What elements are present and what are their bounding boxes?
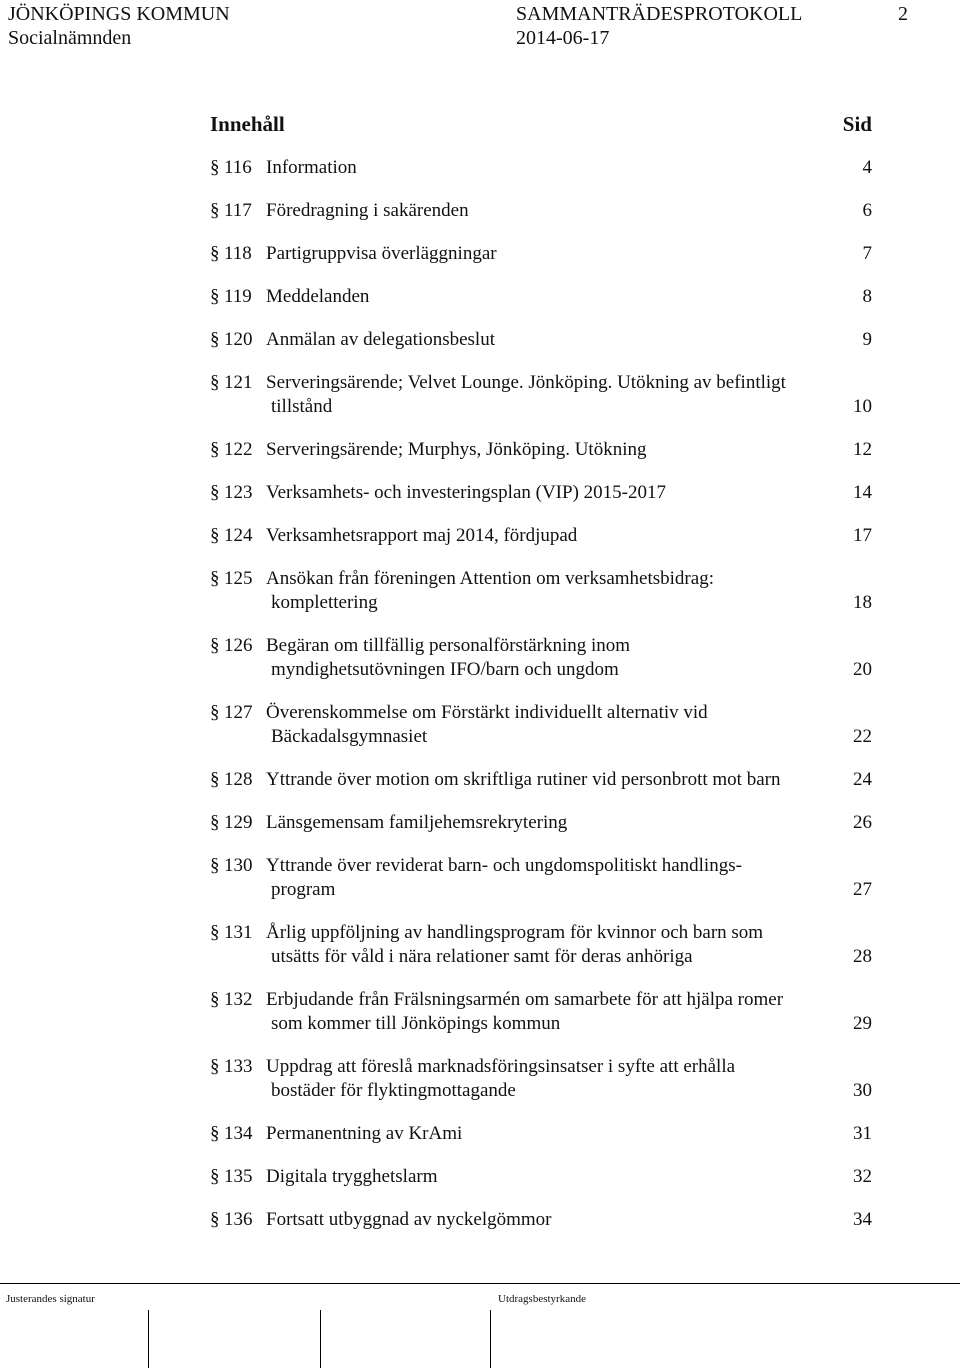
section-sign: §	[210, 568, 220, 589]
section-sign: §	[210, 439, 220, 460]
section-sign: §	[210, 922, 220, 943]
entry-number: 122	[224, 439, 253, 460]
entry-number: 132	[224, 989, 253, 1010]
section-sign: §	[210, 1056, 220, 1077]
entry-page: 30	[853, 1080, 872, 1101]
entry-number: 134	[224, 1123, 253, 1144]
entry-number: 127	[224, 702, 253, 723]
entry-title: Länsgemensam familjehemsrekrytering	[266, 812, 568, 833]
entry-title: Serveringsärende; Velvet Lounge. Jönköping. Utökning av befintligt	[266, 372, 786, 393]
signature-box-divider	[320, 1310, 321, 1368]
entry-page: 12	[853, 439, 872, 460]
entry-title: Överenskommelse om Förstärkt individuellt alternativ vid	[266, 702, 708, 723]
entry-title: Verksamhetsrapport maj 2014, fördjupad	[266, 525, 578, 546]
section-sign: §	[210, 1123, 220, 1144]
entry-title: Ansökan från föreningen Attention om verksamhetsbidrag:	[266, 568, 714, 589]
section-sign: §	[210, 855, 220, 876]
page-number: 2	[898, 3, 908, 25]
entry-number: 135	[224, 1166, 253, 1187]
entry-title: Erbjudande från Frälsningsarmén om samarbete för att hjälpa romer	[266, 989, 784, 1010]
signature-box-divider	[148, 1310, 149, 1368]
signature-label: Justerandes signatur	[6, 1293, 95, 1305]
signature-box-divider	[490, 1310, 491, 1368]
meeting-date: 2014-06-17	[516, 27, 610, 49]
entry-page: 10	[853, 396, 872, 417]
section-sign: §	[210, 157, 220, 178]
entry-title: Anmälan av delegationsbeslut	[266, 329, 495, 350]
entry-number: 131	[224, 922, 253, 943]
entry-title: Digitala trygghetslarm	[266, 1166, 438, 1187]
entry-page: 7	[862, 243, 872, 264]
entry-page: 26	[853, 812, 872, 833]
entry-page: 28	[853, 946, 872, 967]
entry-page: 22	[853, 726, 872, 747]
entry-title: Årlig uppföljning av handlingsprogram för kvinnor och barn som	[266, 922, 764, 943]
entry-title: Verksamhets- och investeringsplan (VIP) 2015-2017	[266, 482, 666, 503]
toc-page-column-heading: Sid	[842, 112, 872, 136]
section-sign: §	[210, 702, 220, 723]
board-name: Socialnämnden	[8, 27, 132, 49]
section-sign: §	[210, 525, 220, 546]
toc-heading: Innehåll	[210, 112, 285, 136]
entry-number: 118	[224, 243, 252, 264]
entry-title: Yttrande över motion om skriftliga rutiner vid personbrott mot barn	[266, 769, 781, 790]
entry-number: 129	[224, 812, 253, 833]
entry-title-continuation: bostäder för flyktingmottagande	[271, 1080, 516, 1101]
section-sign: §	[210, 812, 220, 833]
entry-title-continuation: Bäckadalsgymnasiet	[271, 726, 428, 747]
section-sign: §	[210, 372, 220, 393]
entry-title: Permanentning av KrAmi	[266, 1123, 463, 1144]
section-sign: §	[210, 989, 220, 1010]
entry-title: Meddelanden	[266, 286, 370, 307]
entry-title-continuation: som kommer till Jönköpings kommun	[271, 1013, 561, 1034]
entry-number: 116	[224, 157, 252, 178]
section-sign: §	[210, 243, 220, 264]
entry-page: 20	[853, 659, 872, 680]
entry-title: Fortsatt utbyggnad av nyckelgömmor	[266, 1209, 552, 1230]
organization-name: JÖNKÖPINGS KOMMUN	[8, 3, 230, 25]
entry-number: 125	[224, 568, 253, 589]
entry-title-continuation: program	[271, 879, 336, 900]
entry-title: Föredragning i sakärenden	[266, 200, 469, 221]
entry-page: 9	[862, 329, 872, 350]
entry-title-continuation: myndighetsutövningen IFO/barn och ungdom	[271, 659, 619, 680]
section-sign: §	[210, 769, 220, 790]
entry-title-continuation: tillstånd	[271, 396, 333, 417]
entry-number: 117	[224, 200, 252, 221]
entry-number: 128	[224, 769, 253, 790]
section-sign: §	[210, 329, 220, 350]
entry-page: 27	[853, 879, 872, 900]
entry-title-continuation: komplettering	[271, 592, 378, 613]
section-sign: §	[210, 200, 220, 221]
entry-page: 14	[853, 482, 872, 503]
entry-number: 121	[224, 372, 253, 393]
certification-label: Utdragsbestyrkande	[498, 1293, 586, 1305]
entry-number: 136	[224, 1209, 253, 1230]
entry-number: 124	[224, 525, 253, 546]
entry-number: 120	[224, 329, 253, 350]
entry-page: 17	[853, 525, 872, 546]
section-sign: §	[210, 1209, 220, 1230]
entry-page: 4	[862, 157, 872, 178]
entry-page: 34	[853, 1209, 872, 1230]
entry-title: Begäran om tillfällig personalförstärkning inom	[266, 635, 631, 656]
section-sign: §	[210, 482, 220, 503]
entry-number: 119	[224, 286, 252, 307]
document-type: SAMMANTRÄDESPROTOKOLL	[516, 3, 803, 25]
entry-page: 32	[853, 1166, 872, 1187]
entry-title: Serveringsärende; Murphys, Jönköping. Utökning	[266, 439, 647, 460]
entry-number: 133	[224, 1056, 253, 1077]
entry-page: 6	[862, 200, 872, 221]
entry-number: 123	[224, 482, 253, 503]
entry-number: 130	[224, 855, 253, 876]
entry-page: 24	[853, 769, 872, 790]
section-sign: §	[210, 1166, 220, 1187]
entry-page: 29	[853, 1013, 872, 1034]
entry-title: Information	[266, 157, 357, 178]
entry-number: 126	[224, 635, 253, 656]
section-sign: §	[210, 286, 220, 307]
footer-divider	[0, 1283, 960, 1284]
entry-title-continuation: utsätts för våld i nära relationer samt för deras anhöriga	[271, 946, 693, 967]
entry-page: 18	[853, 592, 872, 613]
entry-page: 8	[862, 286, 872, 307]
entry-title: Partigruppvisa överläggningar	[266, 243, 497, 264]
entry-title: Uppdrag att föreslå marknadsföringsinsatser i syfte att erhålla	[266, 1056, 736, 1077]
section-sign: §	[210, 635, 220, 656]
entry-title: Yttrande över reviderat barn- och ungdomspolitiskt handlings-	[266, 855, 742, 876]
entry-page: 31	[853, 1123, 872, 1144]
